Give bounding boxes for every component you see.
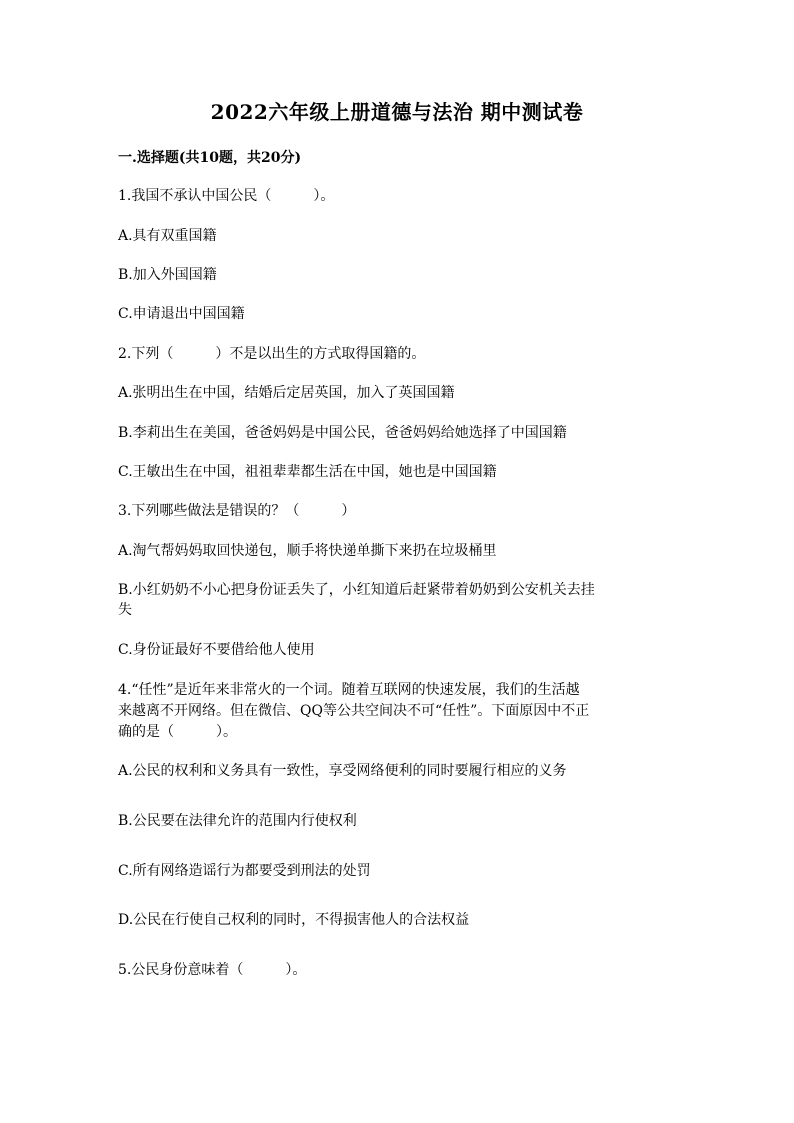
question-5-stem: 5.公民身份意味着（ ）。 — [118, 962, 307, 978]
question-4-option-c: C.所有网络造谣行为都要受到刑法的处罚 — [118, 863, 371, 879]
question-4-stem-line-3: 确的是（ ）。 — [118, 724, 237, 740]
question-1-option-a: A.具有双重国籍 — [118, 228, 217, 244]
question-3-option-b-continued: 失 — [118, 602, 132, 618]
question-3-stem: 3.下列哪些做法是错误的？（ ） — [118, 503, 356, 519]
question-1-option-b: B.加入外国国籍 — [118, 267, 217, 283]
question-2-option-c: C.王敏出生在中国，祖祖辈辈都生活在中国，她也是中国国籍 — [118, 464, 497, 480]
page-title: 2022六年级上册道德与法治 期中测试卷 — [210, 100, 584, 124]
question-4-option-d: D.公民在行使自己权利的同时，不得损害他人的合法权益 — [118, 912, 470, 928]
question-2-option-a: A.张明出生在中国，结婚后定居英国，加入了英国国籍 — [118, 385, 455, 401]
question-3-option-c: C.身份证最好不要借给他人使用 — [118, 642, 315, 658]
question-4-stem-line-2: 来越离不开网络。但在微信、QQ等公共空间决不可“任性”。下面原因中不正 — [118, 703, 590, 719]
question-4-option-b: B.公民要在法律允许的范围内行使权利 — [118, 813, 357, 829]
question-4-stem-line-1: 4.“任性”是近年来非常火的一个词。随着互联网的快速发展，我们的生活越 — [118, 682, 580, 698]
section-heading: 一.选择题(共10题，共20分) — [118, 150, 302, 166]
question-1-option-c: C.申请退出中国国籍 — [118, 306, 245, 322]
question-2-stem: 2.下列（ ）不是以出生的方式取得国籍的。 — [118, 346, 426, 362]
question-2-option-b: B.李莉出生在美国，爸爸妈妈是中国公民，爸爸妈妈给她选择了中国国籍 — [118, 425, 567, 441]
question-4-option-a: A.公民的权利和义务具有一致性，享受网络便利的同时要履行相应的义务 — [118, 763, 567, 779]
question-3-option-a: A.淘气帮妈妈取回快递包，顺手将快递单撕下来扔在垃圾桶里 — [118, 543, 497, 559]
question-3-option-b: B.小红奶奶不小心把身份证丢失了，小红知道后赶紧带着奶奶到公安机关去挂 — [118, 582, 595, 598]
question-1-stem: 1.我国不承认中国公民（ ）。 — [118, 188, 335, 204]
